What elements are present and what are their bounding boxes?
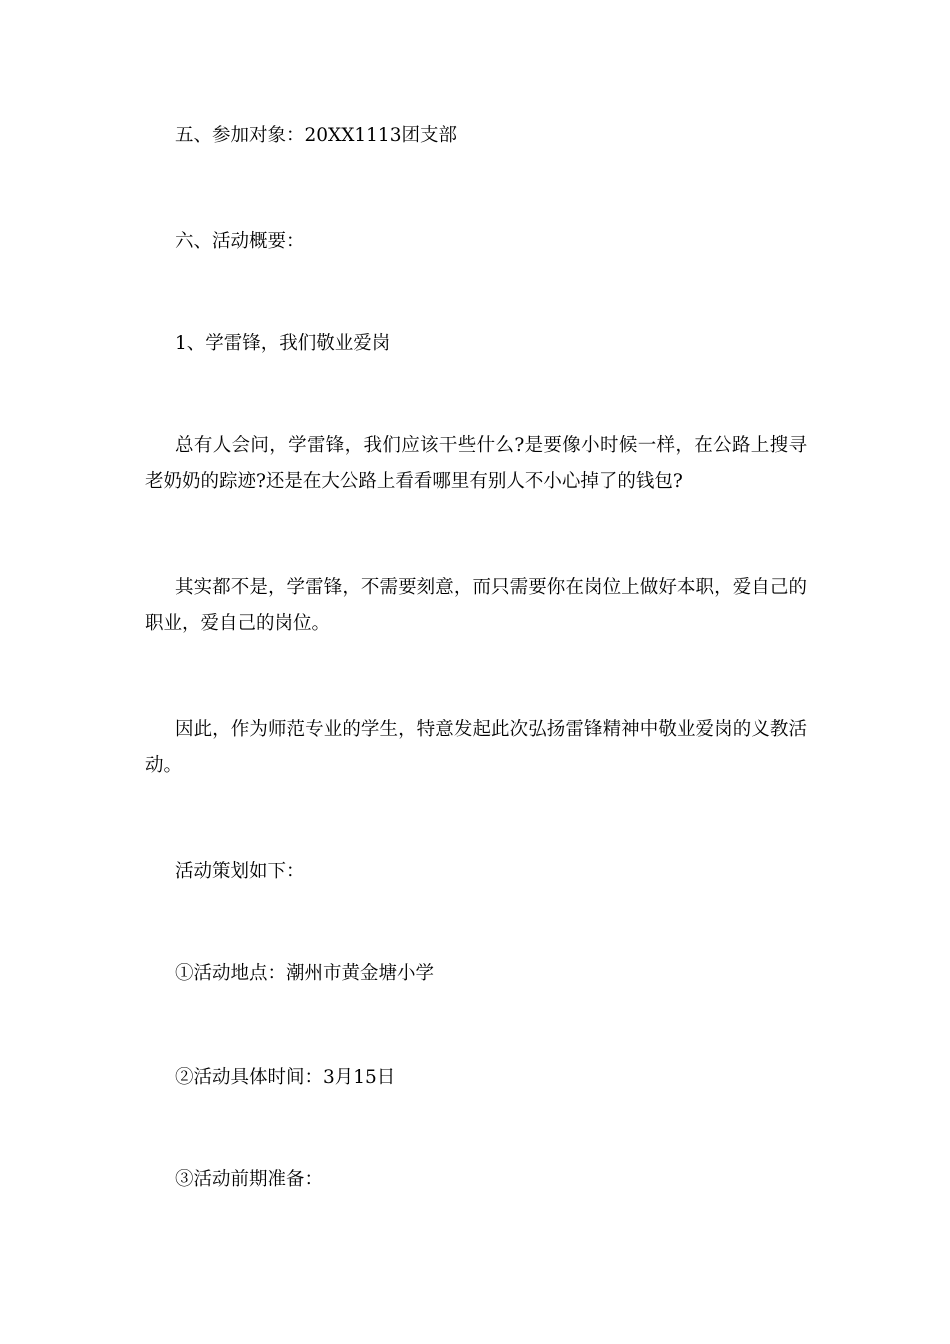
plan-item-location: ①活动地点：潮州市黄金塘小学 xyxy=(175,963,435,984)
body-paragraph-answer: 其实都不是，学雷锋，不需要刻意，而只需要你在岗位上做好本职，爱自己的职业，爱自己的岗位。 xyxy=(145,577,807,634)
plan-item-time: ②活动具体时间：3月15日 xyxy=(175,1067,396,1088)
subsection-one-heading: 1、学雷锋，我们敬业爱岗 xyxy=(175,333,391,354)
plan-item-preparation: ③活动前期准备： xyxy=(175,1169,324,1190)
body-paragraph-question: 总有人会问，学雷锋，我们应该干些什么?是要像小时候一样，在公路上搜寻老奶奶的踪迹?还是在大公路上看看哪里有别人不小心掉了的钱包? xyxy=(145,435,807,492)
section-six-overview-heading: 六、活动概要： xyxy=(175,231,305,252)
plan-intro-line: 活动策划如下： xyxy=(175,861,305,882)
body-paragraph-purpose: 因此，作为师范专业的学生，特意发起此次弘扬雷锋精神中敬业爱岗的义教活动。 xyxy=(145,719,807,776)
section-five-participants: 五、参加对象：20XX1113团支部 xyxy=(175,125,457,146)
